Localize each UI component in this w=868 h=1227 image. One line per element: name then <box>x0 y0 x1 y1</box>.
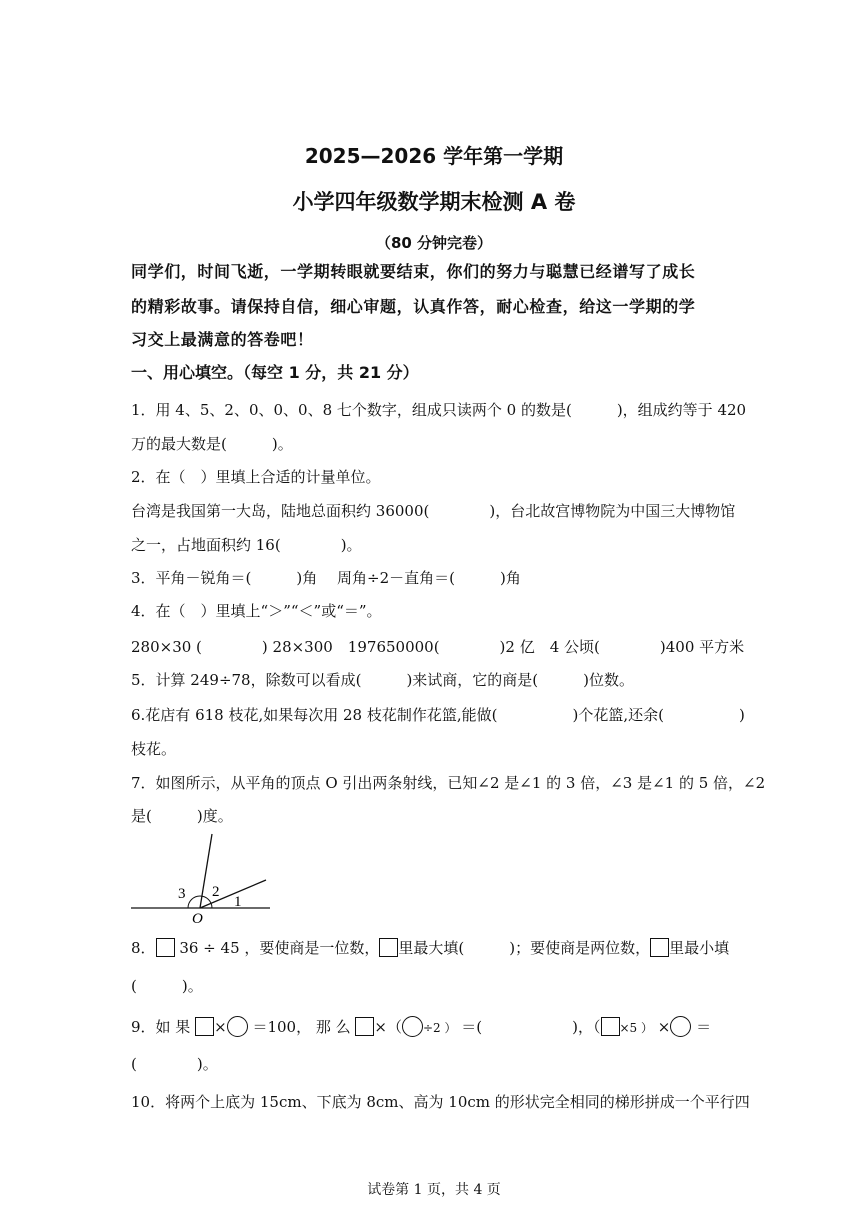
blank-box <box>379 938 398 957</box>
question-9-eqA: ＝( )，（ <box>461 1018 601 1036</box>
question-7-line-2: 是( )度。 <box>131 807 233 825</box>
question-2-line-1: 2．在（ ）里填上合适的计量单位。 <box>131 468 381 486</box>
question-8-expr: 36 ÷ 45 ，要使商是一位数， <box>179 939 380 957</box>
times-paren: ×（ <box>374 1018 402 1036</box>
div-two: ÷2 ） <box>422 1021 457 1035</box>
times-sign: × <box>214 1018 227 1036</box>
intro-line-2: 的精彩故事。请保持自信，细心审题，认真作答，耐心检查，给这一学期的学 <box>131 297 696 316</box>
blank-box <box>601 1017 620 1036</box>
question-1-line-2: 万的最大数是( )。 <box>131 435 293 453</box>
section-1-heading: 一、用心填空。（每空 1 分，共 21 分） <box>131 363 419 382</box>
times-five: ×5 ） <box>619 1021 654 1035</box>
page-footer: 试卷第 1 页，共 4 页 <box>367 1182 501 1198</box>
angle-label-3: 3 <box>178 886 186 902</box>
exam-term-title: 2025—2026 学年第一学期 <box>304 144 564 168</box>
question-9-line-1 <box>131 1016 711 1038</box>
blank-circle <box>670 1016 691 1037</box>
blank-box <box>156 938 175 957</box>
question-6-line-2: 枝花。 <box>131 740 177 758</box>
intro-line-3: 习交上最满意的答卷吧！ <box>131 330 314 349</box>
question-9-prefix: 9．如 果 <box>131 1018 191 1036</box>
question-8-line-1 <box>131 938 729 958</box>
question-8-end: 里最小填 <box>669 939 730 957</box>
question-5: 5．计算 249÷78，除数可以看成( )来试商，它的商是( )位数。 <box>131 671 635 689</box>
question-1-line-1: 1．用 4、5、2、0、0、0、8 七个数字，组成只读两个 0 的数是( )，组成约等于 420 <box>131 401 747 419</box>
angle-figure <box>128 832 278 927</box>
question-7-line-1: 7．如图所示，从平角的顶点 O 引出两条射线，已知∠2 是∠1 的 3 倍，∠3 是∠1 的 5 倍，∠2 <box>131 774 766 792</box>
equals-sign: ＝ <box>696 1018 712 1036</box>
question-4-line-2: 280×30 ( ) 28×300 197650000( )2 亿 4 公顷( )400 平方米 <box>131 638 745 656</box>
question-2-line-2: 台湾是我国第一大岛，陆地总面积约 36000( )，台北故宫博物院为中国三大博物馆 <box>131 502 736 520</box>
blank-box <box>195 1017 214 1036</box>
exam-duration: （80 分钟完卷） <box>375 234 493 252</box>
exam-title: 小学四年级数学期末检测 A 卷 <box>292 190 576 214</box>
question-4-line-1: 4．在（ ）里填上“＞”“＜”或“＝”。 <box>131 602 382 620</box>
question-8-line-2: ( )。 <box>131 977 203 995</box>
angle-label-1: 1 <box>234 894 242 910</box>
ray-steep <box>200 834 212 908</box>
ray-shallow <box>200 880 266 908</box>
question-6-line-1: 6.花店有 618 枝花,如果每次用 28 枝花制作花篮,能做( )个花篮,还余( ) <box>131 706 745 724</box>
question-2-line-3: 之一，占地面积约 16( )。 <box>131 536 362 554</box>
blank-box <box>650 938 669 957</box>
vertex-label-o: O <box>192 911 203 927</box>
blank-circle <box>227 1016 248 1037</box>
question-9-eq100: ＝100， 那 么 <box>252 1018 351 1036</box>
intro-line-1: 同学们，时间飞逝，一学期转眼就要结束，你们的努力与聪慧已经谱写了成长 <box>131 262 696 281</box>
question-10-line-1: 10．将两个上底为 15cm、下底为 8cm、高为 10cm 的形状完全相同的梯形拼成一个平行四 <box>131 1093 750 1111</box>
blank-box <box>355 1017 374 1036</box>
times-sign: × <box>657 1018 671 1036</box>
question-3: 3．平角－锐角＝( )角 周角÷2－直角＝( )角 <box>131 569 521 587</box>
question-8-mid: 里最大填( )；要使商是两位数， <box>398 939 651 957</box>
angle-label-2: 2 <box>212 884 220 900</box>
blank-circle <box>402 1016 423 1037</box>
question-9-line-2: ( )。 <box>131 1055 218 1073</box>
question-8-number: 8． <box>131 939 156 957</box>
